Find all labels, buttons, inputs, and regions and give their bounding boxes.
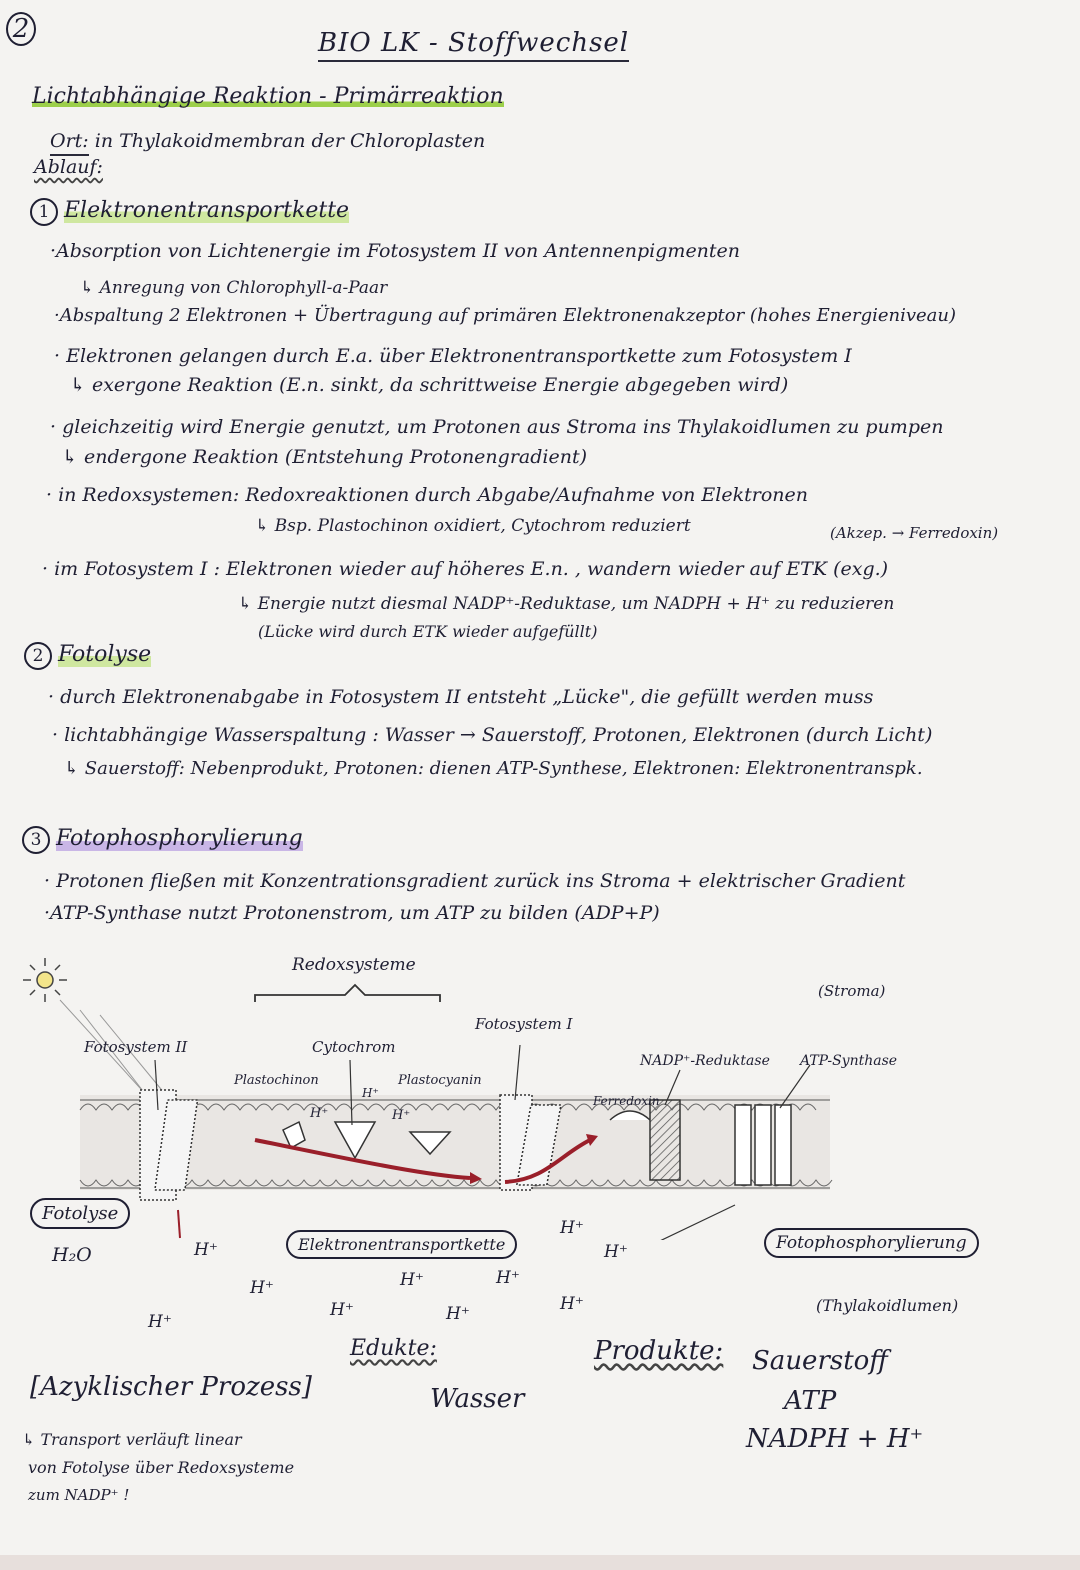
sec1-line-3: ·Abspaltung 2 Elektronen + Übertragung auf primären Elektronenakzeptor (hohes Energieniveau) <box>54 305 957 326</box>
atp-synthase-shape <box>735 1105 791 1185</box>
redox-bracket <box>255 985 440 1002</box>
sec1-line-13: (Lücke wird durch ETK wieder aufgefüllt) <box>258 622 598 641</box>
note-line-3: zum NADP⁺ ! <box>28 1486 130 1504</box>
page-number: 2 <box>6 12 36 46</box>
sec1-line-12: ↳ Energie nutzt diesmal NADP⁺-Reduktase, um NADPH + H⁺ zu reduzieren <box>238 594 895 614</box>
label-h-plus-4: H⁺ <box>194 1240 218 1260</box>
label-plastocyanin: Plastocyanin <box>398 1073 482 1088</box>
thylakoid-diagram <box>0 940 1080 1240</box>
produkte-label: Produkte: <box>594 1336 724 1366</box>
label-h-plus-1: H⁺ <box>310 1106 329 1121</box>
section-3-label: Fotophosphorylierung <box>56 826 303 851</box>
ablauf-label: Ablauf: <box>34 156 103 178</box>
sec2-line-3: ↳ Sauerstoff: Nebenprodukt, Protonen: dienen ATP-Synthese, Elektronen: Elektronentranspk. <box>64 758 923 779</box>
sec3-line-2: ·ATP-Synthase nutzt Protonenstrom, um ATP zu bilden (ADP+P) <box>44 902 660 924</box>
sec1-line-8: · in Redoxsystemen: Redoxreaktionen durch Abgabe/Aufnahme von Elektronen <box>46 484 808 506</box>
sec3-line-1: · Protonen fließen mit Konzentrationsgradient zurück ins Stroma + elektrischer Gradient <box>44 870 906 892</box>
section-1-title <box>30 198 349 226</box>
section-3-number: 3 <box>22 826 50 854</box>
label-h-plus-5: H⁺ <box>560 1218 584 1238</box>
page-title: BIO LK - Stoffwechsel <box>318 28 629 62</box>
label-fotosystem-2: Fotosystem II <box>84 1038 188 1056</box>
section-2-label: Fotolyse <box>58 642 152 667</box>
sec1-line-7: ↳ endergone Reaktion (Entstehung Protonengradient) <box>62 446 588 468</box>
note-line-2: von Fotolyse über Redoxsysteme <box>28 1458 295 1477</box>
sec1-line-1: ·Absorption von Lichtenergie im Fotosystem II von Antennenpigmenten <box>50 240 741 262</box>
edukte-label: Edukte: <box>350 1336 437 1361</box>
section-2-title <box>24 642 151 670</box>
section-2-number: 2 <box>24 642 52 670</box>
label-thylakoidlumen: (Thylakoidlumen) <box>816 1296 959 1315</box>
section-1-number: 1 <box>30 198 58 226</box>
sec2-line-1: · durch Elektronenabgabe in Fotosystem II entsteht „Lücke", die gefüllt werden muss <box>48 686 874 708</box>
nadp-reduktase-shape <box>650 1100 680 1180</box>
label-h-plus-13: H⁺ <box>560 1294 584 1314</box>
fotolyse-arrow <box>178 1210 180 1238</box>
sec1-line-5: ↳ exergone Reaktion (E.n. sinkt, da schrittweise Energie abgegeben wird) <box>70 374 789 396</box>
main-heading: Lichtabhängige Reaktion - Primärreaktion <box>32 84 504 109</box>
note-line-1: ↳ Transport verläuft linear <box>22 1430 242 1449</box>
sec1-line-11: · im Fotosystem I : Elektronen wieder auf höheres E.n. , wandern wieder auf ETK (exg.) <box>42 558 889 580</box>
sec1-line-2: ↳ Anregung von Chlorophyll-a-Paar <box>80 278 388 298</box>
sec2-line-2: · lichtabhängige Wasserspaltung : Wasser → Sauerstoff, Protonen, Elektronen (durch Licht) <box>52 724 933 746</box>
label-h2o: H₂O <box>52 1244 92 1266</box>
ort-label: Ort: <box>50 130 89 156</box>
label-h-plus-11: H⁺ <box>330 1300 354 1320</box>
sec1-line-4: · Elektronen gelangen durch E.a. über Elektronentransportkette zum Fotosystem I <box>54 345 852 367</box>
section-1-label: Elektronentransportkette <box>64 198 350 223</box>
sec1-line-9: ↳ Bsp. Plastochinon oxidiert, Cytochrom reduziert <box>255 516 691 536</box>
label-h-plus-2: H⁺ <box>362 1086 379 1100</box>
sec1-line-6: · gleichzeitig wird Energie genutzt, um Protonen aus Stroma ins Thylakoidlumen zu pumpen <box>50 416 944 438</box>
ort-line <box>50 130 485 152</box>
page-bottom-edge <box>0 1555 1080 1570</box>
etk-pill: Elektronentransportkette <box>286 1230 517 1259</box>
fotolyse-pill: Fotolyse <box>30 1198 130 1229</box>
section-3-title <box>22 826 303 854</box>
ort-text: in Thylakoidmembran der Chloroplasten <box>94 130 486 152</box>
label-h-plus-8: H⁺ <box>400 1270 424 1290</box>
label-ferredoxin: Ferredoxin <box>593 1094 660 1108</box>
label-h-plus-6: H⁺ <box>604 1242 628 1262</box>
label-h-plus-12: H⁺ <box>446 1304 470 1324</box>
label-h-plus-3: H⁺ <box>392 1108 411 1123</box>
label-cytochrom: Cytochrom <box>312 1038 396 1056</box>
label-h-plus-7: H⁺ <box>250 1278 274 1298</box>
sun-icon <box>23 958 67 1002</box>
label-stroma: (Stroma) <box>818 982 886 1000</box>
label-redoxsysteme: Redoxsysteme <box>292 955 416 975</box>
label-h-plus-10: H⁺ <box>148 1312 172 1332</box>
label-atp-synthase: ATP-Synthase <box>800 1053 898 1069</box>
produkt-atp: ATP <box>784 1386 837 1416</box>
label-fotosystem-1: Fotosystem I <box>475 1015 573 1033</box>
fotophos-pill: Fotophosphorylierung <box>764 1228 979 1258</box>
label-nadp-reduktase: NADP⁺-Reduktase <box>640 1053 770 1069</box>
produkt-sauerstoff: Sauerstoff <box>752 1346 888 1376</box>
produkt-nadph: NADPH + H⁺ <box>746 1424 924 1454</box>
label-h-plus-9: H⁺ <box>496 1268 520 1288</box>
sec1-line-10: (Akzep. → Ferredoxin) <box>830 524 999 542</box>
edukte-value: Wasser <box>430 1384 525 1414</box>
label-plastochinon: Plastochinon <box>234 1073 319 1088</box>
azyklisch-label: [Azyklischer Prozess] <box>30 1372 312 1402</box>
